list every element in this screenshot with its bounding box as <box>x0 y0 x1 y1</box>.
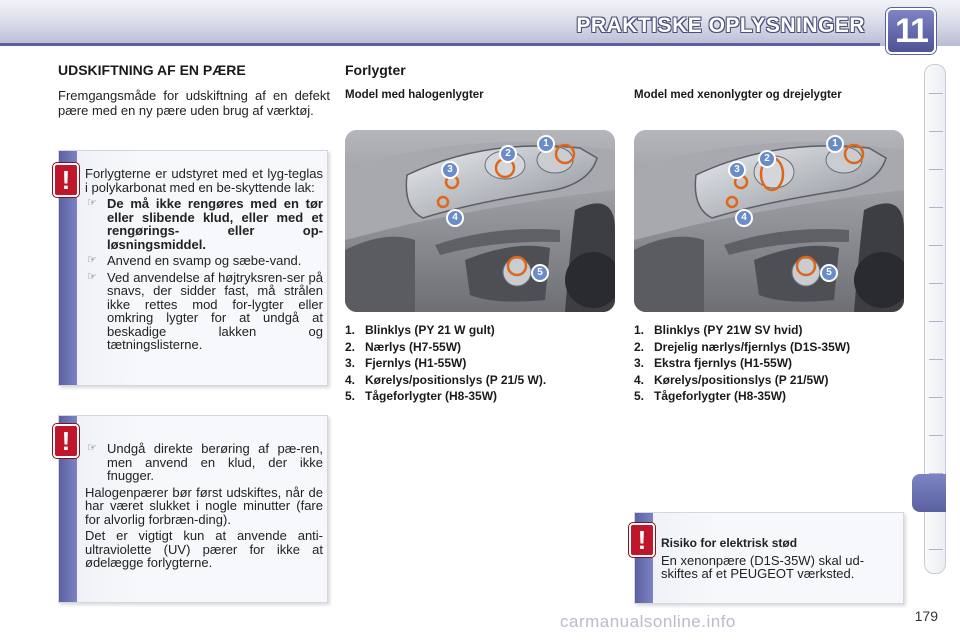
warning-title: Risiko for elektrisk stød <box>661 536 798 550</box>
callout-3: 3 <box>441 161 459 179</box>
header-line <box>0 43 880 46</box>
warning-box-electric <box>634 512 904 604</box>
callout-5: 5 <box>820 264 838 282</box>
warning-body: En xenonpære (D1S-35W) skal ud-skiftes af et PEUGEOT værksted. <box>661 552 865 581</box>
xenon-subheading: Model med xenonlygter og drejelygter <box>634 89 842 101</box>
list-item <box>85 254 323 268</box>
callout-5: 5 <box>531 264 549 282</box>
warning-icon: ! <box>53 163 79 197</box>
paragraph: Det er vigtigt kun at anvende anti-ultraviolette (UV) pærer for ikke at ødelægge forlygterne. <box>85 528 323 570</box>
tab-divider <box>929 131 943 132</box>
pointing-hand-icon: ☞ <box>87 197 97 209</box>
list-item: 3. Fjernlys (H1-55W) <box>345 356 467 370</box>
list-item-text: Anvend en svamp og sæbe-vand. <box>107 253 302 268</box>
list-item: 4. Kørelys/positionslys (P 21/5W) <box>634 372 829 387</box>
tab-divider <box>929 549 943 550</box>
callout-1: 1 <box>826 135 844 153</box>
callout-1: 1 <box>537 135 555 153</box>
warning-icon: ! <box>629 523 655 557</box>
list-item <box>85 271 323 352</box>
list-item: 3. Ekstra fjernlys (H1-55W) <box>634 356 793 370</box>
car-front-illustration <box>345 130 615 312</box>
list-item <box>85 197 323 251</box>
list-item: 1. Blinklys (PY 21 W gult) <box>345 323 495 337</box>
tab-divider <box>929 169 943 170</box>
tab-divider <box>929 435 943 436</box>
warning-intro: Forlygterne er udstyret med et lyg-teglas i polykarbonat med en be-skyttende lak: <box>85 166 323 195</box>
tab-divider <box>929 93 943 94</box>
intro-text: Fremgangsmåde for udskiftning af en defekt pære med en ny pære uden brug af værktøj. <box>58 88 330 118</box>
pointing-hand-icon: ☞ <box>87 254 97 266</box>
tab-divider <box>929 207 943 208</box>
callout-3: 3 <box>728 161 746 179</box>
page-title: PRAKTISKE OPLYSNINGER <box>576 14 865 37</box>
section-heading: UDSKIFTNING AF EN PÆRE <box>58 62 246 78</box>
list-item-text: De må ikke rengøres med en tør eller slibende klud, eller med et rengørings- eller op-løsningsmiddel. <box>107 196 323 252</box>
subsection-heading: Forlygter <box>345 62 406 78</box>
headlight-image-xenon <box>634 130 904 312</box>
list-item: 5. Tågeforlygter (H8-35W) <box>634 389 787 403</box>
warning-text <box>85 442 323 573</box>
callout-4: 4 <box>446 209 464 227</box>
watermark: carmanualsonline.info <box>560 612 736 631</box>
list-item-text: Undgå direkte berøring af pæ-ren, men anvend en klud, der ikke fnugger. <box>107 441 323 483</box>
page-number: 179 <box>914 608 938 624</box>
list-item: 5. Tågeforlygter (H8-35W) <box>345 389 498 403</box>
tab-divider <box>929 321 943 322</box>
warning-text <box>661 537 899 584</box>
tab-divider <box>929 283 943 284</box>
list-item: 4. Kørelys/positionslys (P 21/5 W). <box>345 372 547 387</box>
warning-icon: ! <box>53 424 79 458</box>
pointing-hand-icon: ☞ <box>87 442 97 454</box>
callout-4: 4 <box>735 209 753 227</box>
headlight-image-halogen <box>345 130 615 312</box>
halogen-bulb-list <box>345 322 620 405</box>
list-item: 1. Blinklys (PY 21W SV hvid) <box>634 323 803 337</box>
xenon-bulb-list <box>634 322 904 405</box>
chapter-number: 11 <box>886 8 936 54</box>
tab-divider <box>929 359 943 360</box>
callout-2: 2 <box>758 150 776 168</box>
pointing-hand-icon: ☞ <box>87 270 97 283</box>
tab-divider <box>929 245 943 246</box>
warning-box-lens <box>58 150 328 386</box>
list-item <box>85 442 323 483</box>
page-header <box>0 0 960 50</box>
warning-box-bulb <box>58 415 328 603</box>
chapter-tab-active[interactable] <box>912 474 946 512</box>
callout-2: 2 <box>499 145 517 163</box>
tab-divider <box>929 397 943 398</box>
list-item: 2. Drejelig nærlys/fjernlys (D1S-35W) <box>634 339 851 354</box>
list-item: 2. Nærlys (H7-55W) <box>345 339 462 354</box>
paragraph: Halogenpærer bør først udskiftes, når de har været slukket i nogle minutter (fare for alvorlig forbræn-ding). <box>85 484 323 527</box>
warning-text <box>85 167 323 355</box>
list-item-text: Ved anvendelse af højtryksren-ser på snavs, der sidder fast, må strålen ikke rettes mod for-lygter eller omkring lygter for at undgå at beskadige lakken og tætningslisterne. <box>107 269 323 352</box>
halogen-subheading: Model med halogenlygter <box>345 89 484 101</box>
